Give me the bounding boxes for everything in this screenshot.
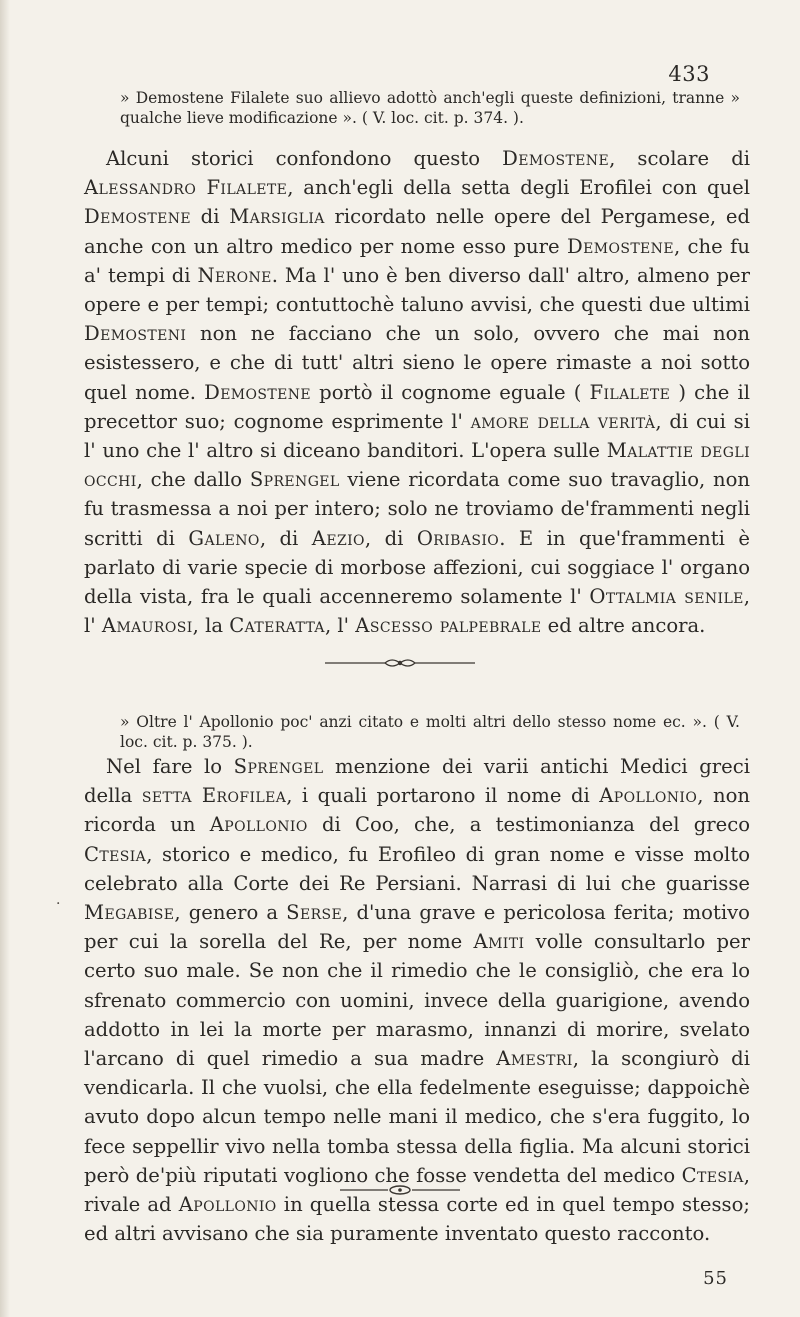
section-ornament-divider bbox=[0, 656, 800, 674]
page-number: 433 bbox=[668, 62, 710, 86]
paragraph-apollonio: Nel fare lo Sprengel menzione dei varii antichi Medici greci della setta Erofilea, i quali portarono il nome di Apollonio, non ricorda un Apollonio di Coo, che, a testimonianza del greco Ctesia, storico e medico, fu Erofileo di gran nome e visse molto celebrato alla Corte dei Re Persiani. Narrasi di lui che guarisse Megabise, genero a Serse, d'una grave e pericolosa ferita; motivo per cui la sorella del Re, per nome Amiti volle consultarlo per certo suo male. Se non che il rimedio che le consigliò, che era lo sfrenato commercio con uomini, invece della guarigione, avendo addotto in lei la morte per marasmo, innanzi di morire, svelato l'arcano di quel rimedio a sua madre Amestri, la scongiurò di vendicarla. Il che vuolsi, che ella fedelmente eseguisse; dappoichè avuto dopo alcun tempo nelle mani il medico, che s'era fuggito, lo fece seppellir vivo nella tomba stessa della figlia. Ma alcuni storici però de'più riputati vogliono che fosse vendetta del medico Ctesia, rivale ad Apollonio in quella stessa corte ed in quel tempo stesso; ed altri avvisano che sia puramente inventato questo racconto. bbox=[84, 755, 751, 1246]
footnote-quote-middle: » Oltre l' Apollonio poc' anzi citato e molti altri dello stesso nome ec. ». ( V. loc. cit. p. 375. ). bbox=[120, 713, 740, 751]
margin-mark: · bbox=[56, 896, 61, 912]
ornament-end-icon bbox=[340, 1184, 460, 1196]
paragraph-demostene: Alcuni storici confondono questo Demostene, scolare di Alessandro Filalete, anch'egli della setta degli Erofilei con quel Demostene di Marsiglia ricordato nelle opere del Pergamese, ed anche con un altro medico per nome esso pure Demostene, che fu a' tempi di Nerone. Ma l' uno è ben diverso dall' altro, almeno per opere e per tempi; contuttochè taluno avvisi, che questi due ultimi Demosteni non ne facciano che un solo, ovvero che mai non esistessero, e che di tutt' altri sieno le opere rimaste a noi sotto quel nome. Demostene portò il cognome eguale ( Filalete ) che il precettor suo; cognome esprimente l' amore della verità, di cui si l' uno che l' altro si diceano banditori. L'opera sulle Malattie degli occhi, che dallo Sprengel viene ricordata come suo travaglio, non fu trasmessa a noi per intero; solo ne troviamo de'frammenti negli scritti di Galeno, di Aezio, di Oribasio. E in que'frammenti è parlato di varie specie di morbose affezioni, cui soggiace l' organo della vista, fra le quali accenneremo solamente l' Ottalmia senile, l' Amaurosi, la Cateratta, l' Ascesso palpebrale ed altre ancora. bbox=[84, 147, 751, 638]
end-ornament-divider bbox=[0, 1184, 800, 1200]
signature-mark: 55 bbox=[703, 1268, 728, 1289]
footnote-quote-top: » Demostene Filalete suo allievo adottò anch'egli queste definizioni, tranne » qualche lieve modificazione ». ( V. loc. cit. p. 374. ). bbox=[120, 89, 740, 127]
ornament-icon bbox=[325, 656, 475, 670]
